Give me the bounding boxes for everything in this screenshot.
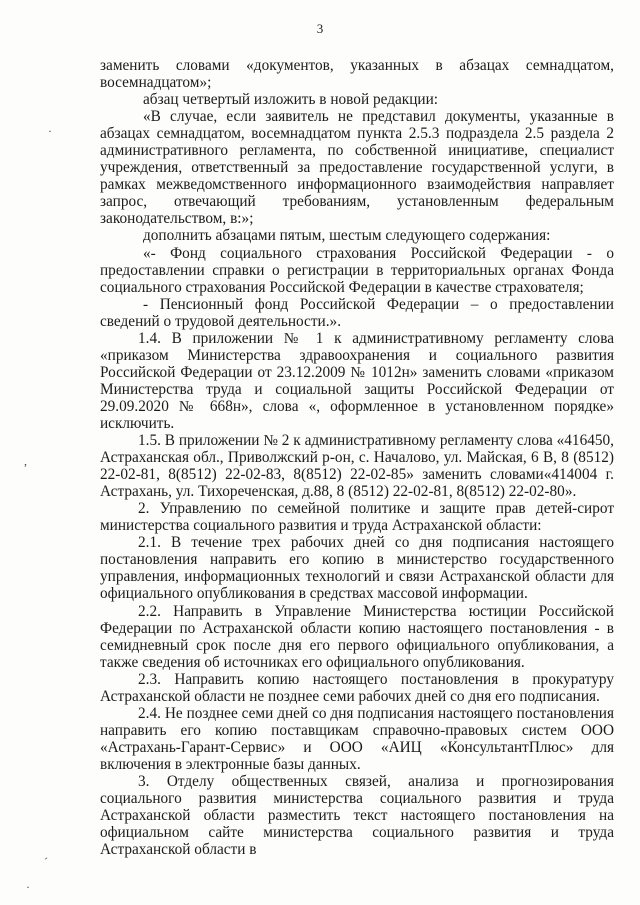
paragraph: 2.4. Не позднее семи дней со дня подписания настоящего постановления направить его копию поставщикам справочно-правовых систем ООО «Астрахань-Гарант-Сервис» и ООО «АИЦ «КонсультантПлюс» для включения в электронные базы данных. [100,704,614,773]
paragraph: 2. Управлению по семейной политике и защите прав детей-сирот министерства социального развития и труда Астраханской области: [100,500,614,535]
paragraph: «- Фонд социального страхования Российской Федерации - о предоставлении справки о регистрации в территориальных органах Фонда социального страхования Российской Федерации в качестве страхователя; [100,244,614,296]
scan-speck: · [48,124,52,138]
scan-speck: ˊ [44,855,48,869]
paragraph: 2.2. Направить в Управление Министерства юстиции Российской Федерации по Астраханской области копию настоящего постановления - в семидневный срок после дня его первого официального опубликования, а также сведения об источниках его официального опубликования. [100,602,614,671]
paragraph: абзац четвертый изложить в новой редакции: [143,91,439,109]
paragraph: 1.5. В приложении № 2 к административному регламенту слова «416450, Астраханская обл., Приволжский р-он, с. Началово, ул. Майская, 6 В, 8 (8512) 22-02-81, 8(8512) 22-02-83, 8(8512) 22-02-85» заменить словами«414004 г. Астрахань, ул. Тихореченская, д.88, 8 (8512) 22-02-81, 8(8512) 22-02-80». [100,432,614,501]
paragraph: 2.3. Направить копию настоящего постановления в прокуратуру Астраханской области не позднее семи рабочих дней со дня его подписания. [100,670,614,705]
paragraph: 1.4. В приложении № 1 к административному регламенту слова «приказом Министерства здравоохранения и социального развития Российской Федерации от 23.12.2009 № 1012н» заменить словами «приказом Министерства труда и социальной защиты Российской Федерации от 29.09.2020 № 668н», слова «, оформленное в установленном порядке» исключить. [100,329,614,432]
scan-speck: , [24,454,27,468]
page-number: 3 [316,21,324,36]
document-body [100,57,614,858]
paragraph: заменить словами «документов, указанных в абзацах семнадцатом, восемнадцатом»; [100,57,614,92]
paragraph: дополнить абзацами пятым, шестым следующего содержания: [143,227,551,245]
paragraph: 2.1. В течение трех рабочих дней со дня подписания настоящего постановления направить его копию в министерство государственного управления, информационных технологий и связи Астраханской области для официального опубликования в средствах массовой информации. [100,534,614,603]
scan-speck: · [26,880,30,894]
paragraph: 3. Отделу общественных связей, анализа и прогнозирования социального развития министерства социального развития и труда Астраханской области разместить текст настоящего постановления на официальном сайте министерства социального развития и труда Астраханской области в [100,772,614,859]
paragraph: «В случае, если заявитель не представил документы, указанные в абзацах семнадцатом, восемнадцатом пункта 2.5.3 подраздела 2.5 раздела 2 административного регламента, по собственной инициативе, специалист учреждения, ответственный за предоставление государственной услуги, в рамках межведомственного информационного взаимодействия направляет запрос, отвечающий требованиям, установленным федеральным законодательством, в:»; [100,108,614,228]
paragraph: - Пенсионный фонд Российской Федерации – о предоставлении сведений о трудовой деятельности.». [100,295,614,330]
